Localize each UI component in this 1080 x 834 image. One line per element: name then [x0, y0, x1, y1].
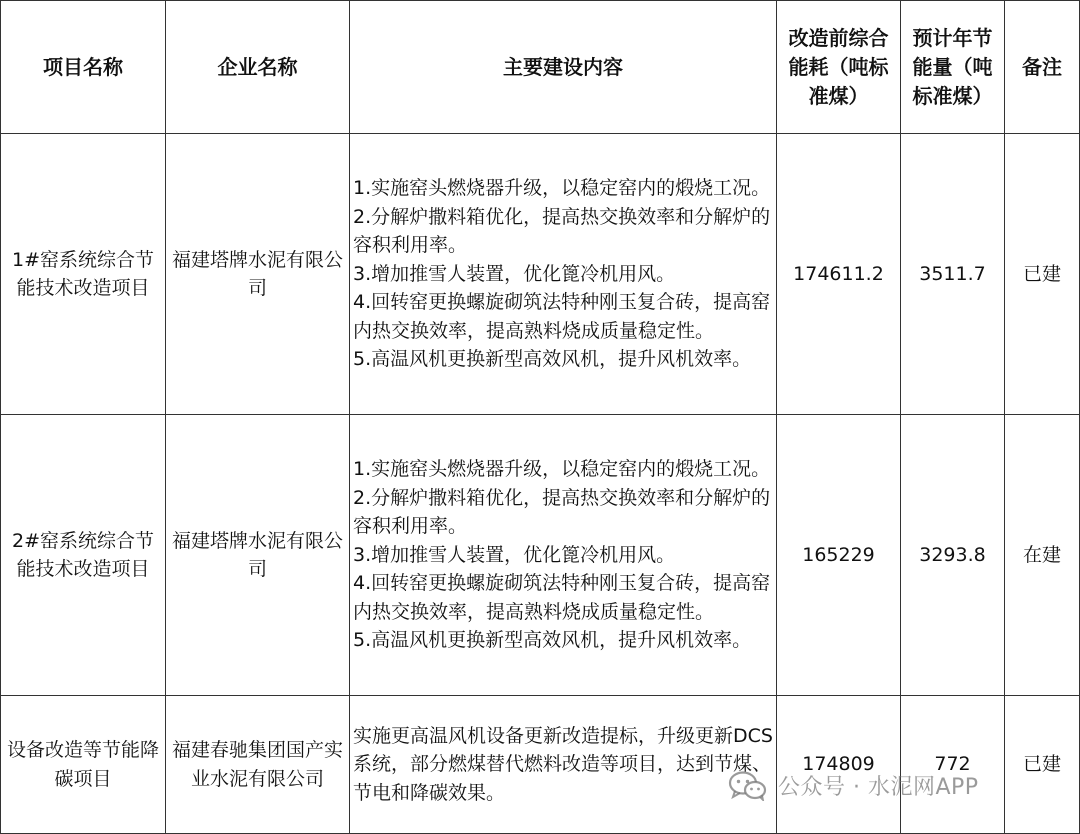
watermark — [728, 770, 979, 801]
header-energy-savings: 预计年节能量（吨标准煤） — [901, 1, 1005, 134]
content-cell — [350, 415, 777, 696]
content-line: 5.高温风机更换新型高效风机，提升风机效率。 — [353, 629, 752, 652]
note-cell: 在建 — [1005, 415, 1080, 696]
energy-before-cell: 165229 — [777, 415, 901, 696]
content-cell — [350, 134, 777, 415]
project-name-cell: 2#窑系统综合节能技术改造项目 — [1, 415, 166, 696]
energy-before-cell: 174611.2 — [777, 134, 901, 415]
project-name-cell: 1#窑系统综合节能技术改造项目 — [1, 134, 166, 415]
header-note: 备注 — [1005, 1, 1080, 134]
content-line: 5.高温风机更换新型高效风机，提升风机效率。 — [353, 348, 752, 371]
note-cell: 已建 — [1005, 134, 1080, 415]
energy-before-cell: 174809 — [777, 696, 901, 834]
note-cell: 已建 — [1005, 696, 1080, 834]
project-name-cell: 设备改造等节能降碳项目 — [1, 696, 166, 834]
company-name-cell: 福建春驰集团国产实业水泥有限公司 — [166, 696, 350, 834]
content-line: 1.实施窑头燃烧器升级，以稳定窑内的煅烧工况。2.分解炉撒料箱优化，提高热交换效率和分解炉的容积利用率。 — [353, 458, 771, 538]
company-name-cell: 福建塔牌水泥有限公司 — [166, 134, 350, 415]
company-name-cell: 福建塔牌水泥有限公司 — [166, 415, 350, 696]
content-line: 4.回转窑更换螺旋砌筑法特种刚玉复合砖，提高窑内热交换效率，提高熟料烧成质量稳定性。 — [353, 572, 771, 623]
table-row — [1, 415, 1080, 696]
energy-savings-cell: 772 — [901, 696, 1005, 834]
header-company-name: 企业名称 — [166, 1, 350, 134]
wechat-icon — [728, 771, 768, 801]
energy-savings-cell: 3293.8 — [901, 415, 1005, 696]
content-line: 3.增加推雪人装置，优化篦冷机用风。 — [353, 262, 676, 285]
energy-savings-cell: 3511.7 — [901, 134, 1005, 415]
content-cell — [350, 696, 777, 834]
table-header-row — [1, 1, 1080, 134]
content-line: 4.回转窑更换螺旋砌筑法特种刚玉复合砖，提高窑内热交换效率，提高熟料烧成质量稳定性。 — [353, 291, 771, 342]
content-line: 实施更高温风机设备更新改造提标，升级更新DCS系统，部分燃煤替代燃料改造等项目，达到节煤、节电和降碳效果。 — [353, 724, 773, 804]
content-line: 1.实施窑头燃烧器升级，以稳定窑内的煅烧工况。2.分解炉撒料箱优化，提高热交换效率和分解炉的容积利用率。 — [353, 177, 771, 257]
table-row — [1, 134, 1080, 415]
header-energy-before: 改造前综合能耗（吨标准煤） — [777, 1, 901, 134]
content-line: 3.增加推雪人装置，优化篦冷机用风。 — [353, 543, 676, 566]
table-row — [1, 696, 1080, 834]
watermark-text: 公众号 · 水泥网APP — [778, 775, 979, 800]
header-main-content: 主要建设内容 — [350, 1, 777, 134]
header-project-name: 项目名称 — [1, 1, 166, 134]
